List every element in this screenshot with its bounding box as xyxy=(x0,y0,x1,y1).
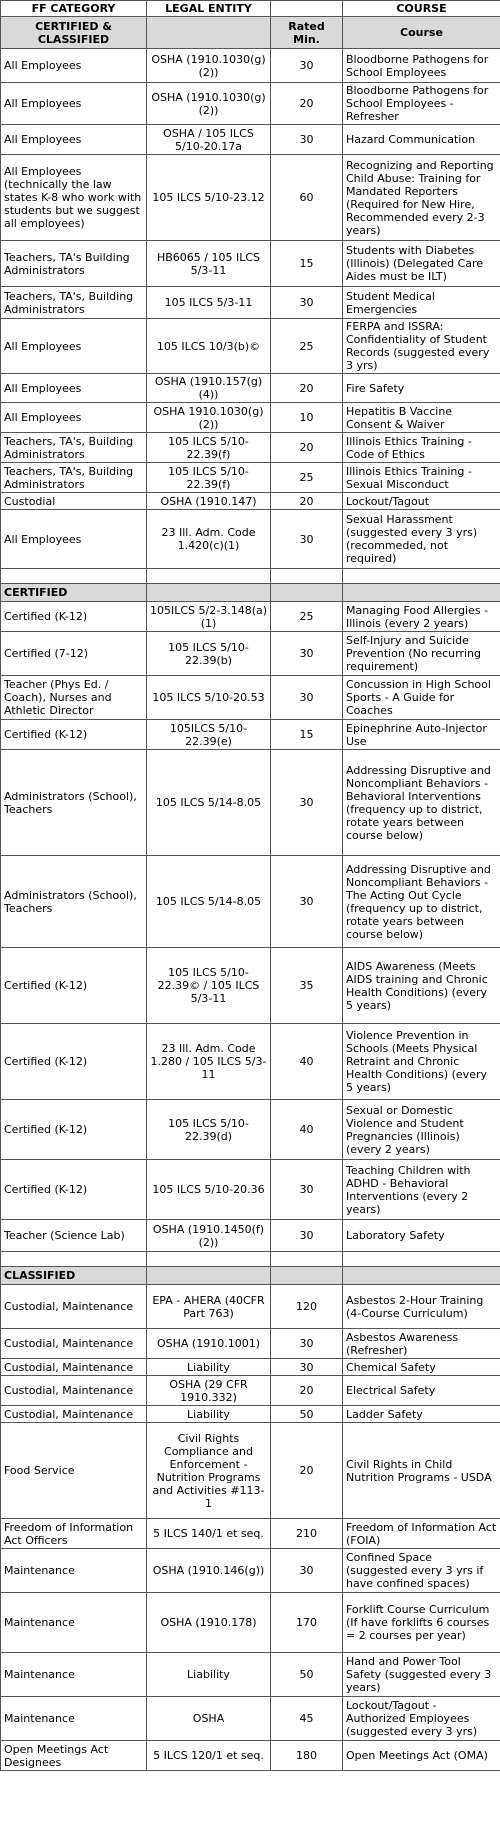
rated-minutes-cell: 170 xyxy=(271,1593,343,1653)
empty-cell xyxy=(147,1267,271,1285)
rated-minutes-cell: 35 xyxy=(271,948,343,1024)
course-cell: Sexual or Domestic Violence and Student Pregnancies (Illinois) (every 2 years) xyxy=(343,1100,500,1160)
section-title: CLASSIFIED xyxy=(1,1267,147,1285)
legal-entity-cell: OSHA (1910.1450(f)(2)) xyxy=(147,1220,271,1252)
subheader-certified-classified: CERTIFIED & CLASSIFIED xyxy=(1,17,147,49)
course-cell: Electrical Safety xyxy=(343,1376,500,1406)
header-course: COURSE xyxy=(343,1,500,17)
course-cell: Concussion in High School Sports - A Guide for Coaches xyxy=(343,676,500,720)
category-cell: All Employees xyxy=(1,510,147,569)
course-cell: Civil Rights in Child Nutrition Programs - USDA xyxy=(343,1423,500,1519)
category-cell: All Employees xyxy=(1,125,147,155)
table-row xyxy=(1,1160,500,1220)
category-cell: Teachers, TA's Building Administrators xyxy=(1,241,147,287)
legal-entity-cell: 105 ILCS 5/10-22.39(b) xyxy=(147,632,271,676)
category-cell: Custodial xyxy=(1,493,147,510)
category-cell: Teachers, TA's, Building Administrators xyxy=(1,433,147,463)
empty-cell xyxy=(1,569,147,584)
legal-entity-cell: Liability xyxy=(147,1653,271,1697)
table-row xyxy=(1,1406,500,1423)
legal-entity-cell: OSHA (1910.178) xyxy=(147,1593,271,1653)
spacer-row xyxy=(1,1252,500,1267)
empty-cell xyxy=(271,569,343,584)
category-cell: Administrators (School), Teachers xyxy=(1,856,147,948)
rated-minutes-cell: 15 xyxy=(271,241,343,287)
table-row xyxy=(1,374,500,403)
category-cell: All Employees xyxy=(1,403,147,433)
course-cell: Ladder Safety xyxy=(343,1406,500,1423)
rated-minutes-cell: 20 xyxy=(271,1423,343,1519)
empty-cell xyxy=(343,1267,500,1285)
course-cell: Self-Injury and Suicide Prevention (No recurring requirement) xyxy=(343,632,500,676)
legal-entity-cell: OSHA xyxy=(147,1697,271,1741)
empty-cell xyxy=(343,1252,500,1267)
table-row xyxy=(1,856,500,948)
category-cell: Certified (K-12) xyxy=(1,602,147,632)
category-cell: All Employees xyxy=(1,374,147,403)
table-row xyxy=(1,83,500,125)
empty-cell xyxy=(147,1252,271,1267)
legal-entity-cell: OSHA (29 CFR 1910.332) xyxy=(147,1376,271,1406)
course-cell: AIDS Awareness (Meets AIDS training and Chronic Health Conditions) (every 5 years) xyxy=(343,948,500,1024)
course-cell: FERPA and ISSRA: Confidentiality of Student Records (suggested every 3 yrs) xyxy=(343,319,500,374)
category-cell: Teachers, TA's, Building Administrators xyxy=(1,287,147,319)
legal-entity-cell: 105 ILCS 5/10-22.39(f) xyxy=(147,463,271,493)
rated-minutes-cell: 30 xyxy=(271,856,343,948)
course-cell: Student Medical Emergencies xyxy=(343,287,500,319)
legal-entity-cell: OSHA (1910.157(g)(4)) xyxy=(147,374,271,403)
category-cell: Maintenance xyxy=(1,1697,147,1741)
course-cell: Laboratory Safety xyxy=(343,1220,500,1252)
table-row xyxy=(1,720,500,750)
course-cell: Lockout/Tagout - Authorized Employees (suggested every 3 yrs) xyxy=(343,1697,500,1741)
course-cell: Illinois Ethics Training - Sexual Misconduct xyxy=(343,463,500,493)
legal-entity-cell: 23 Ill. Adm. Code 1.280 / 105 ILCS 5/3-11 xyxy=(147,1024,271,1100)
table-row xyxy=(1,433,500,463)
empty-cell xyxy=(147,584,271,602)
rated-minutes-cell: 30 xyxy=(271,287,343,319)
course-cell: Addressing Disruptive and Noncompliant Behaviors - Behavioral Interventions (frequency up to district, rotate years between course below) xyxy=(343,750,500,856)
category-cell: All Employees xyxy=(1,49,147,83)
legal-entity-cell: 105 ILCS 5/10-20.36 xyxy=(147,1160,271,1220)
section-heading-row xyxy=(1,584,500,602)
table-row xyxy=(1,948,500,1024)
header-legal-entity: LEGAL ENTITY xyxy=(147,1,271,17)
table-row xyxy=(1,1593,500,1653)
rated-minutes-cell: 40 xyxy=(271,1024,343,1100)
category-cell: Open Meetings Act Designees xyxy=(1,1741,147,1771)
table-row xyxy=(1,493,500,510)
legal-entity-cell: OSHA 1910.1030(g)(2)) xyxy=(147,403,271,433)
legal-entity-cell: 105 ILCS 5/3-11 xyxy=(147,287,271,319)
category-cell: Custodial, Maintenance xyxy=(1,1376,147,1406)
legal-entity-cell: Liability xyxy=(147,1359,271,1376)
legal-entity-cell: 105 ILCS 5/14-8.05 xyxy=(147,856,271,948)
table-row xyxy=(1,632,500,676)
rated-minutes-cell: 45 xyxy=(271,1697,343,1741)
course-cell: Epinephrine Auto-Injector Use xyxy=(343,720,500,750)
category-cell: Maintenance xyxy=(1,1549,147,1593)
table-row xyxy=(1,1653,500,1697)
legal-entity-cell: 105 ILCS 10/3(b)© xyxy=(147,319,271,374)
rated-minutes-cell: 40 xyxy=(271,1100,343,1160)
legal-entity-cell: 5 ILCS 140/1 et seq. xyxy=(147,1519,271,1549)
legal-entity-cell: 105 ILCS 5/10-22.39(f) xyxy=(147,433,271,463)
rated-minutes-cell: 20 xyxy=(271,433,343,463)
rated-minutes-cell: 20 xyxy=(271,374,343,403)
rated-minutes-cell: 30 xyxy=(271,632,343,676)
rated-minutes-cell: 30 xyxy=(271,125,343,155)
empty-cell xyxy=(271,1252,343,1267)
category-cell: Maintenance xyxy=(1,1653,147,1697)
table-row xyxy=(1,1285,500,1329)
legal-entity-cell: OSHA (1910.147) xyxy=(147,493,271,510)
table-row xyxy=(1,676,500,720)
category-cell: Certified (K-12) xyxy=(1,1100,147,1160)
legal-entity-cell: OSHA (1910.146(g)) xyxy=(147,1549,271,1593)
table-row xyxy=(1,750,500,856)
empty-cell xyxy=(147,569,271,584)
table-row xyxy=(1,1376,500,1406)
rated-minutes-cell: 180 xyxy=(271,1741,343,1771)
rated-minutes-cell: 25 xyxy=(271,463,343,493)
category-cell: Teacher (Phys Ed. / Coach), Nurses and Athletic Director xyxy=(1,676,147,720)
category-cell: Teachers, TA's, Building Administrators xyxy=(1,463,147,493)
rated-minutes-cell: 30 xyxy=(271,49,343,83)
category-cell: Food Service xyxy=(1,1423,147,1519)
rated-minutes-cell: 30 xyxy=(271,510,343,569)
legal-entity-cell: HB6065 / 105 ILCS 5/3-11 xyxy=(147,241,271,287)
rated-minutes-cell: 15 xyxy=(271,720,343,750)
course-cell: Confined Space (suggested every 3 yrs if have confined spaces) xyxy=(343,1549,500,1593)
rated-minutes-cell: 30 xyxy=(271,1160,343,1220)
table-row xyxy=(1,1359,500,1376)
legal-entity-cell: 105 ILCS 5/10-20.53 xyxy=(147,676,271,720)
category-cell: Custodial, Maintenance xyxy=(1,1329,147,1359)
course-cell: Bloodborne Pathogens for School Employees xyxy=(343,49,500,83)
subheader-blank xyxy=(147,17,271,49)
course-cell: Managing Food Allergies - Illinois (every 2 years) xyxy=(343,602,500,632)
legal-entity-cell: 105ILCS 5/2-3.148(a)(1) xyxy=(147,602,271,632)
rated-minutes-cell: 30 xyxy=(271,1329,343,1359)
table-row xyxy=(1,1697,500,1741)
course-cell: Students with Diabetes (Illinois) (Delegated Care Aides must be ILT) xyxy=(343,241,500,287)
subheader-rated-min: Rated Min. xyxy=(271,17,343,49)
rated-minutes-cell: 30 xyxy=(271,1220,343,1252)
table-row xyxy=(1,1741,500,1771)
course-cell: Chemical Safety xyxy=(343,1359,500,1376)
course-cell: Hand and Power Tool Safety (suggested every 3 years) xyxy=(343,1653,500,1697)
legal-entity-cell: OSHA (1910.1001) xyxy=(147,1329,271,1359)
category-cell: All Employees xyxy=(1,83,147,125)
rated-minutes-cell: 210 xyxy=(271,1519,343,1549)
header-ff-category: FF CATEGORY xyxy=(1,1,147,17)
empty-cell xyxy=(271,1267,343,1285)
empty-cell xyxy=(1,1252,147,1267)
subheader-row xyxy=(1,17,500,49)
legal-entity-cell: Civil Rights Compliance and Enforcement - Nutrition Programs and Activities #113-1 xyxy=(147,1423,271,1519)
rated-minutes-cell: 20 xyxy=(271,1376,343,1406)
header-blank xyxy=(271,1,343,17)
table-row xyxy=(1,403,500,433)
rated-minutes-cell: 25 xyxy=(271,602,343,632)
course-cell: Forklift Course Curriculum (If have forklifts 6 courses = 2 courses per year) xyxy=(343,1593,500,1653)
rated-minutes-cell: 50 xyxy=(271,1653,343,1697)
category-cell: Custodial, Maintenance xyxy=(1,1359,147,1376)
course-cell: Fire Safety xyxy=(343,374,500,403)
category-cell: Teacher (Science Lab) xyxy=(1,1220,147,1252)
course-cell: Asbestos Awareness (Refresher) xyxy=(343,1329,500,1359)
course-cell: Illinois Ethics Training - Code of Ethics xyxy=(343,433,500,463)
legal-entity-cell: 5 ILCS 120/1 et seq. xyxy=(147,1741,271,1771)
category-cell: All Employees (technically the law states K-8 who work with students but we suggest all employees) xyxy=(1,155,147,241)
table-row xyxy=(1,1220,500,1252)
legal-entity-cell: 23 Ill. Adm. Code 1.420(c)(1) xyxy=(147,510,271,569)
spacer-row xyxy=(1,569,500,584)
rated-minutes-cell: 30 xyxy=(271,1359,343,1376)
rated-minutes-cell: 50 xyxy=(271,1406,343,1423)
category-cell: Maintenance xyxy=(1,1593,147,1653)
table-row xyxy=(1,319,500,374)
table-row xyxy=(1,602,500,632)
table-row xyxy=(1,1329,500,1359)
section-title: CERTIFIED xyxy=(1,584,147,602)
table-row xyxy=(1,49,500,83)
category-cell: Certified (K-12) xyxy=(1,948,147,1024)
rated-minutes-cell: 30 xyxy=(271,676,343,720)
rated-minutes-cell: 120 xyxy=(271,1285,343,1329)
course-cell: Hepatitis B Vaccine Consent & Waiver xyxy=(343,403,500,433)
legal-entity-cell: 105 ILCS 5/10-22.39(d) xyxy=(147,1100,271,1160)
category-cell: Freedom of Information Act Officers xyxy=(1,1519,147,1549)
legal-entity-cell: 105ILCS 5/10-22.39(e) xyxy=(147,720,271,750)
course-cell: Recognizing and Reporting Child Abuse: Training for Mandated Reporters (Required for New Hire, Recommended every 2-3 years) xyxy=(343,155,500,241)
rated-minutes-cell: 30 xyxy=(271,750,343,856)
subheader-course: Course xyxy=(343,17,500,49)
legal-entity-cell: EPA - AHERA (40CFR Part 763) xyxy=(147,1285,271,1329)
table-row xyxy=(1,510,500,569)
table-row xyxy=(1,1549,500,1593)
rated-minutes-cell: 20 xyxy=(271,83,343,125)
course-cell: Addressing Disruptive and Noncompliant Behaviors - The Acting Out Cycle (frequency up to district, rotate years between course below) xyxy=(343,856,500,948)
table-body xyxy=(1,49,500,1771)
rated-minutes-cell: 25 xyxy=(271,319,343,374)
table-row xyxy=(1,241,500,287)
header-row xyxy=(1,1,500,17)
course-cell: Sexual Harassment (suggested every 3 yrs) (recommeded, not required) xyxy=(343,510,500,569)
category-cell: All Employees xyxy=(1,319,147,374)
course-cell: Asbestos 2-Hour Training (4-Course Curriculum) xyxy=(343,1285,500,1329)
empty-cell xyxy=(343,569,500,584)
category-cell: Certified (K-12) xyxy=(1,1160,147,1220)
table-row xyxy=(1,287,500,319)
table-row xyxy=(1,1519,500,1549)
legal-entity-cell: 105 ILCS 5/10-22.39© / 105 ILCS 5/3-11 xyxy=(147,948,271,1024)
course-cell: Teaching Children with ADHD - Behavioral Interventions (every 2 years) xyxy=(343,1160,500,1220)
legal-entity-cell: 105 ILCS 5/14-8.05 xyxy=(147,750,271,856)
rated-minutes-cell: 60 xyxy=(271,155,343,241)
legal-entity-cell: OSHA (1910.1030(g)(2)) xyxy=(147,49,271,83)
section-heading-row xyxy=(1,1267,500,1285)
category-cell: Certified (K-12) xyxy=(1,720,147,750)
course-cell: Bloodborne Pathogens for School Employees - Refresher xyxy=(343,83,500,125)
legal-entity-cell: Liability xyxy=(147,1406,271,1423)
table-row xyxy=(1,1423,500,1519)
category-cell: Custodial, Maintenance xyxy=(1,1285,147,1329)
course-cell: Hazard Communication xyxy=(343,125,500,155)
rated-minutes-cell: 10 xyxy=(271,403,343,433)
table-row xyxy=(1,1100,500,1160)
course-cell: Violence Prevention in Schools (Meets Physical Retraint and Chronic Health Conditions) (every 5 years) xyxy=(343,1024,500,1100)
legal-entity-cell: 105 ILCS 5/10-23.12 xyxy=(147,155,271,241)
table-row xyxy=(1,155,500,241)
rated-minutes-cell: 30 xyxy=(271,1549,343,1593)
legal-entity-cell: OSHA (1910.1030(g)(2)) xyxy=(147,83,271,125)
category-cell: Custodial, Maintenance xyxy=(1,1406,147,1423)
category-cell: Certified (K-12) xyxy=(1,1024,147,1100)
course-cell: Open Meetings Act (OMA) xyxy=(343,1741,500,1771)
empty-cell xyxy=(271,584,343,602)
empty-cell xyxy=(343,584,500,602)
course-cell: Freedom of Information Act (FOIA) xyxy=(343,1519,500,1549)
table-row xyxy=(1,125,500,155)
table-row xyxy=(1,1024,500,1100)
course-cell: Lockout/Tagout xyxy=(343,493,500,510)
category-cell: Certified (7-12) xyxy=(1,632,147,676)
category-cell: Administrators (School), Teachers xyxy=(1,750,147,856)
table-row xyxy=(1,463,500,493)
rated-minutes-cell: 20 xyxy=(271,493,343,510)
legal-entity-cell: OSHA / 105 ILCS 5/10-20.17a xyxy=(147,125,271,155)
